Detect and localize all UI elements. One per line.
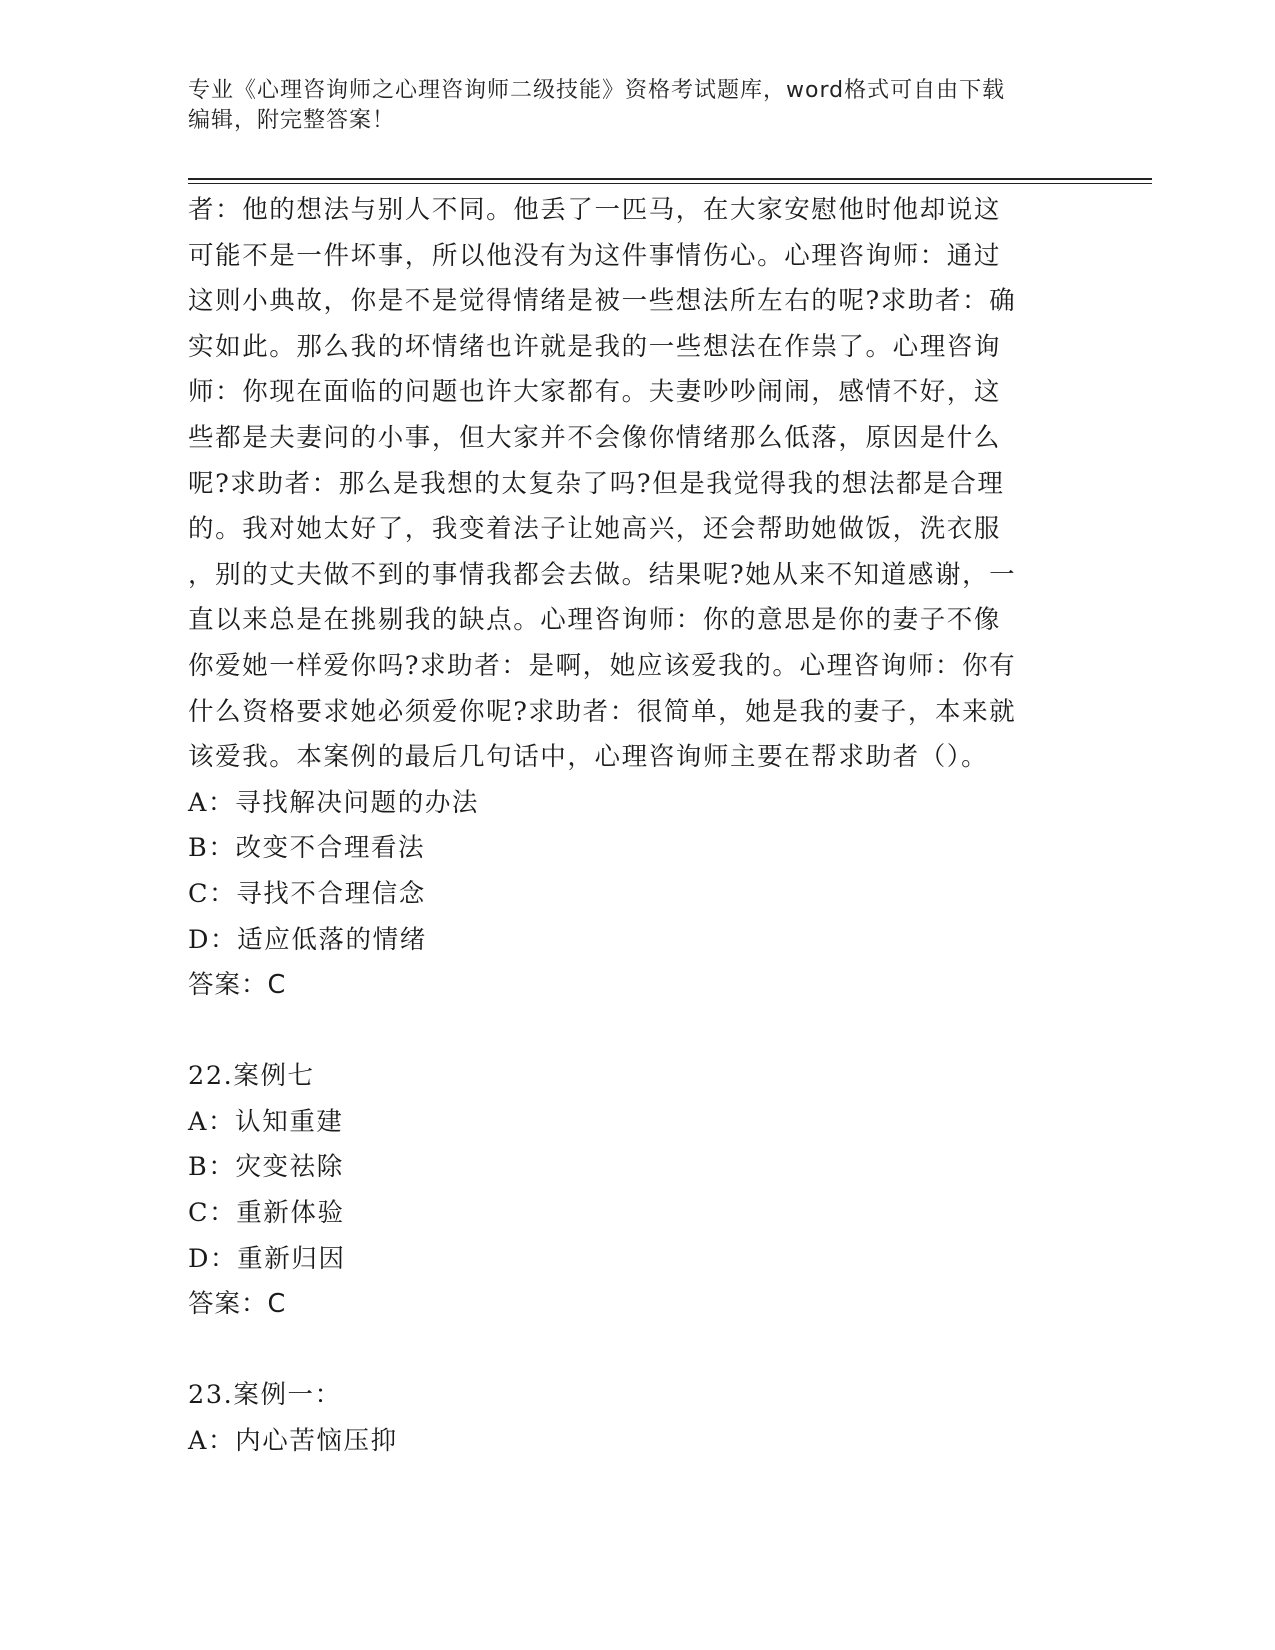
- option-d: D：重新归因: [188, 1243, 346, 1274]
- answer-label: 答案：C: [188, 1289, 287, 1320]
- question-title: 23.案例一：: [188, 1380, 342, 1411]
- question-23: [188, 1373, 1068, 1464]
- question-stem: [188, 188, 1068, 781]
- spacer: [188, 1009, 1068, 1055]
- header-line-1: 专业《心理咨询师之心理咨询师二级技能》资格考试题库，word格式可自由下载: [188, 78, 1006, 103]
- spacer: [188, 1328, 1068, 1374]
- stem-line: 这则小典故，你是不是觉得情绪是被一些想法所左右的呢?求助者：确: [188, 286, 1017, 317]
- option-b: B：改变不合理看法: [188, 833, 426, 864]
- header-line-2: 编辑，附完整答案！: [188, 108, 396, 133]
- header-divider-thick: [188, 178, 1152, 180]
- stem-line: 实如此。那么我的坏情绪也许就是我的一些想法在作祟了。心理咨询: [188, 331, 1002, 362]
- stem-line: 者：他的想法与别人不同。他丢了一匹马，在大家安慰他时他却说这: [188, 195, 1002, 225]
- option-a: A：认知重建: [188, 1106, 344, 1137]
- stem-line: 些都是夫妻问的小事，但大家并不会像你情绪那么低落，原因是什么: [188, 422, 1002, 453]
- question-title: 22.案例七: [188, 1061, 315, 1092]
- option-c: C：重新体验: [188, 1198, 345, 1229]
- stem-line: 该爱我。本案例的最后几句话中，心理咨询师主要在帮求助者（）。: [188, 742, 989, 773]
- stem-line: 直以来总是在挑剔我的缺点。心理咨询师：你的意思是你的妻子不像: [188, 605, 1002, 636]
- option-a: A：寻找解决问题的办法: [188, 787, 480, 818]
- option-a: A：内心苦恼压抑: [188, 1426, 398, 1457]
- document-body: [188, 188, 1068, 1465]
- option-d: D：适应低落的情绪: [188, 924, 427, 955]
- header-divider-thin: [188, 183, 1152, 184]
- stem-line: 什么资格要求她必须爱你呢?求助者：很简单，她是我的妻子，本来就: [188, 696, 1017, 727]
- option-b: B：灾变祛除: [188, 1152, 344, 1183]
- stem-line: 的。我对她太好了，我变着法子让她高兴，还会帮助她做饭，洗衣服: [188, 514, 1002, 545]
- answer-label: 答案：C: [188, 970, 287, 1001]
- stem-line: 师：你现在面临的问题也许大家都有。夫妻吵吵闹闹，感情不好，这: [188, 377, 1002, 408]
- question-21: [188, 188, 1068, 1009]
- stem-line: 可能不是一件坏事，所以他没有为这件事情伤心。心理咨询师：通过: [188, 240, 1002, 271]
- stem-line: ，别的丈夫做不到的事情我都会去做。结果呢?她从来不知道感谢，一: [188, 559, 1017, 590]
- option-c: C：寻找不合理信念: [188, 878, 426, 909]
- document-header: [188, 76, 1068, 136]
- stem-line: 你爱她一样爱你吗?求助者：是啊，她应该爱我的。心理咨询师：你有: [188, 650, 1017, 681]
- question-22: [188, 1054, 1068, 1328]
- stem-line: 呢?求助者：那么是我想的太复杂了吗?但是我觉得我的想法都是合理: [188, 468, 1005, 499]
